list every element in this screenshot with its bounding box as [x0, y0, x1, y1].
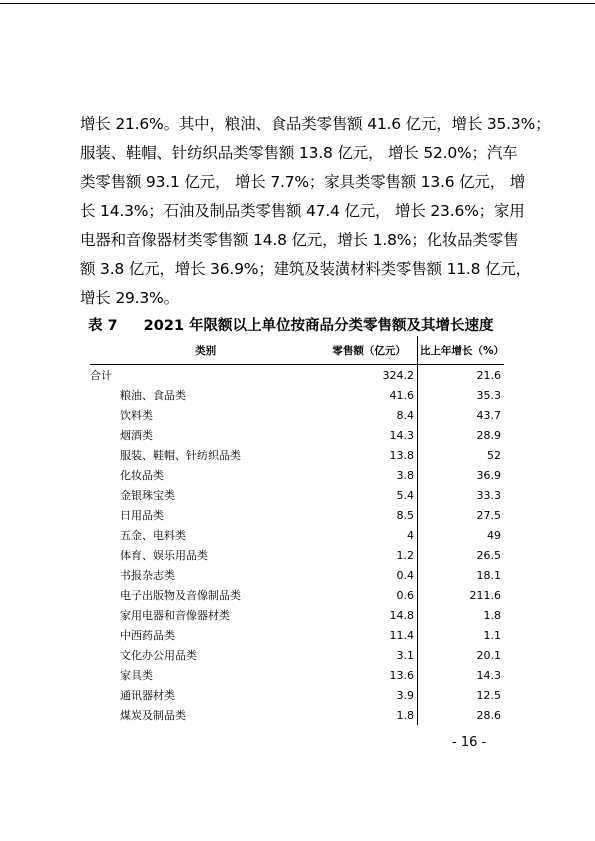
cell-sales: 13.6	[321, 665, 417, 685]
cell-growth: 1.1	[483, 628, 501, 642]
paragraph-line: 额 3.8 亿元，增长 36.9%；建筑及装潢材料类零售额 11.8 亿元，	[80, 260, 531, 278]
page-number: - 16 -	[452, 735, 487, 750]
cell-sales: 1.2	[321, 545, 417, 565]
retail-sales-table	[90, 336, 504, 725]
cell-growth: 33.3	[476, 488, 501, 502]
cell-category: 粮油、食品类	[120, 389, 186, 402]
table-row	[90, 505, 504, 525]
table-caption-title: 2021 年限额以上单位按商品分类零售额及其增长速度	[143, 318, 494, 334]
cell-sales: 8.4	[321, 405, 417, 425]
cell-category: 通讯器材类	[120, 689, 175, 702]
cell-growth: 27.5	[476, 508, 501, 522]
table-row	[90, 665, 504, 685]
table-row	[90, 425, 504, 445]
cell-sales: 0.4	[321, 565, 417, 585]
paragraph-line: 增长 29.3%。	[80, 289, 179, 307]
paragraph-line: 电器和音像器材类零售额 14.8 亿元，增长 1.8%；化妆品类零售	[80, 231, 519, 249]
cell-growth: 28.6	[476, 708, 501, 722]
header-growth: 比上年增长（%）	[417, 336, 504, 365]
cell-category: 家具类	[120, 669, 153, 682]
paragraph-line: 类零售额 93.1 亿元， 增长 7.7%；家具类零售额 13.6 亿元， 增	[80, 173, 526, 191]
cell-sales: 4	[321, 525, 417, 545]
cell-category: 服装、鞋帽、针纺织品类	[120, 449, 241, 462]
table-row	[90, 385, 504, 405]
cell-category: 合计	[90, 369, 112, 382]
table-row	[90, 405, 504, 425]
cell-growth: 21.6	[476, 368, 501, 382]
table-row	[90, 585, 504, 605]
table-caption-number: 表 7	[88, 318, 118, 334]
cell-growth: 26.5	[476, 548, 501, 562]
cell-category: 饮料类	[120, 409, 153, 422]
cell-category: 日用品类	[120, 509, 164, 522]
cell-growth: 1.8	[483, 608, 501, 622]
cell-sales: 1.8	[321, 705, 417, 725]
table-row	[90, 645, 504, 665]
cell-sales: 41.6	[321, 385, 417, 405]
table-row	[90, 625, 504, 645]
cell-growth: 14.3	[476, 668, 501, 682]
table-row	[90, 685, 504, 705]
cell-sales: 324.2	[321, 365, 417, 386]
cell-sales: 0.6	[321, 585, 417, 605]
cell-growth: 28.9	[476, 428, 501, 442]
cell-sales: 13.8	[321, 445, 417, 465]
table-row	[90, 465, 504, 485]
paragraph-line: 增长 21.6%。其中，粮油、食品类零售额 41.6 亿元，增长 35.3%；	[80, 115, 551, 133]
cell-category: 煤炭及制品类	[120, 709, 186, 722]
header-sales: 零售额（亿元）	[321, 336, 417, 365]
cell-growth: 12.5	[476, 688, 501, 702]
cell-growth: 43.7	[476, 408, 501, 422]
header-rule	[0, 3, 595, 4]
cell-growth: 211.6	[469, 588, 501, 602]
table-row	[90, 605, 504, 625]
cell-sales: 8.5	[321, 505, 417, 525]
cell-category: 文化办公用品类	[120, 649, 197, 662]
cell-sales: 3.1	[321, 645, 417, 665]
table-row	[90, 525, 504, 545]
cell-category: 化妆品类	[120, 469, 164, 482]
cell-category: 烟酒类	[120, 429, 153, 442]
cell-category: 体育、娱乐用品类	[120, 549, 208, 562]
paragraph-line: 服装、鞋帽、针纺织品类零售额 13.8 亿元， 增长 52.0%；汽车	[80, 144, 518, 162]
table-row	[90, 705, 504, 725]
cell-growth: 20.1	[476, 648, 501, 662]
table-header-row	[90, 336, 504, 365]
table-row	[90, 545, 504, 565]
cell-sales: 3.9	[321, 685, 417, 705]
cell-category: 书报杂志类	[120, 569, 175, 582]
table-row	[90, 485, 504, 505]
table-caption	[88, 314, 518, 335]
cell-category: 金银珠宝类	[120, 489, 175, 502]
cell-growth: 52	[487, 448, 501, 462]
paragraph-line: 长 14.3%；石油及制品类零售额 47.4 亿元， 增长 23.6%；家用	[80, 202, 525, 220]
cell-sales: 11.4	[321, 625, 417, 645]
header-category: 类别	[90, 336, 321, 365]
cell-sales: 5.4	[321, 485, 417, 505]
cell-sales: 14.3	[321, 425, 417, 445]
cell-sales: 14.8	[321, 605, 417, 625]
cell-category: 电子出版物及音像制品类	[120, 589, 241, 602]
cell-category: 家用电器和音像器材类	[120, 609, 230, 622]
cell-category: 五金、电料类	[120, 529, 186, 542]
body-paragraph	[80, 110, 551, 313]
cell-growth: 18.1	[476, 568, 501, 582]
table-body	[90, 365, 504, 726]
table-row	[90, 445, 504, 465]
cell-sales: 3.8	[321, 465, 417, 485]
cell-growth: 35.3	[476, 388, 501, 402]
cell-growth: 49	[487, 528, 501, 542]
cell-growth: 36.9	[476, 468, 501, 482]
table-row	[90, 565, 504, 585]
cell-category: 中西药品类	[120, 629, 175, 642]
table-row-total	[90, 365, 504, 386]
